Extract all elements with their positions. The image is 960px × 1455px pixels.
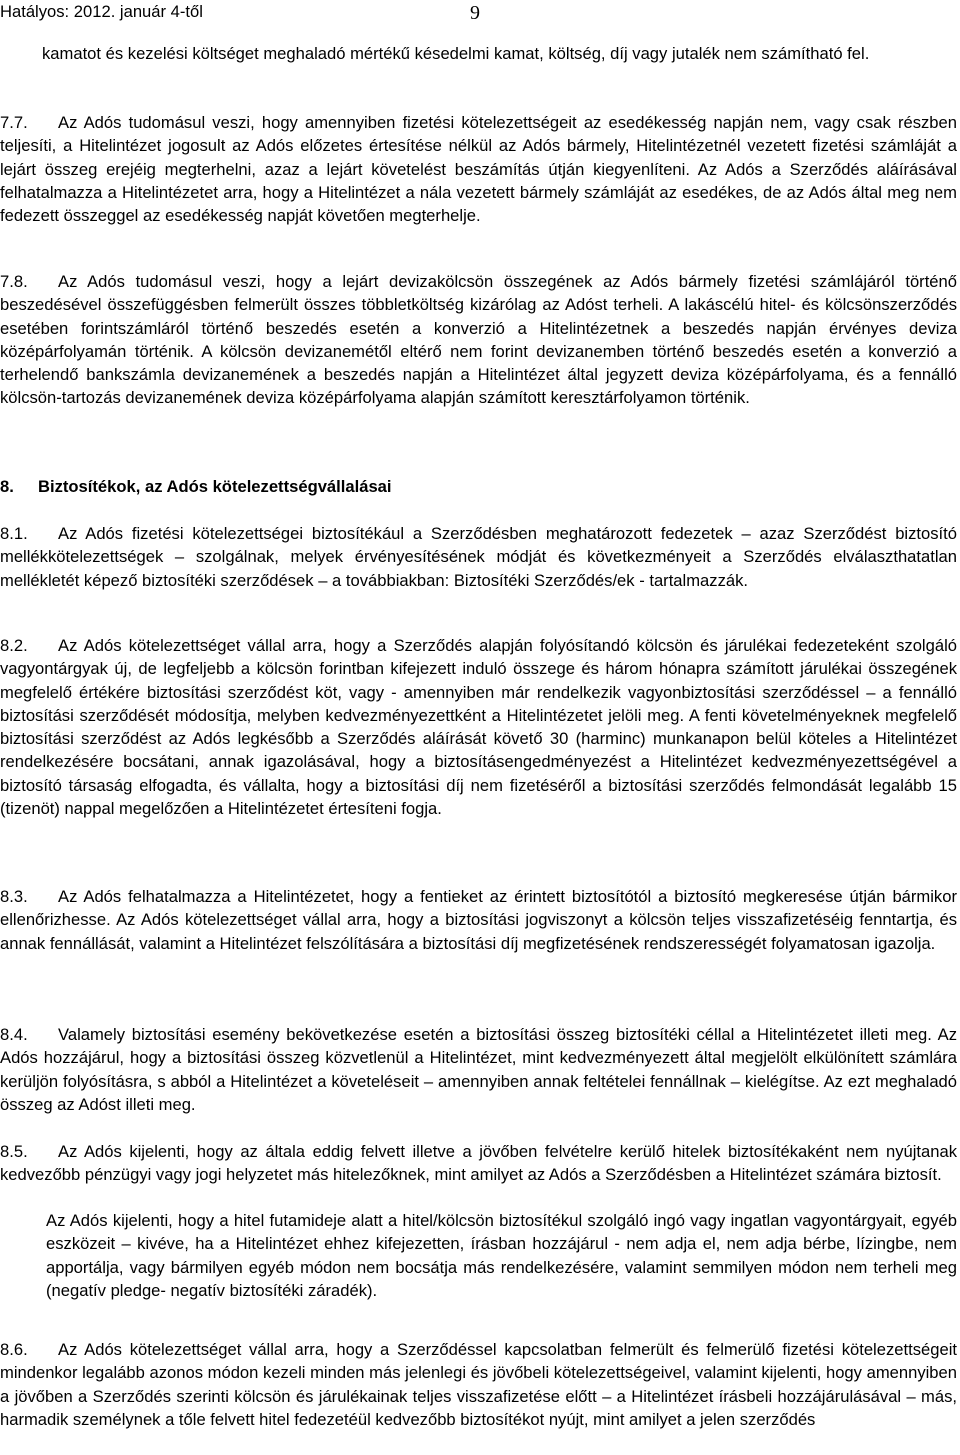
paragraph-text: Az Adós kötelezettséget vállal arra, hogy a Szerződés alapján folyósítandó kölcsön és járulékai fedezeteként szolgáló vagyontárgyak új, de legfeljebb a kölcsön forintban kifejezett induló összege és három hónapra számított járulékai összegének megfelelő értékére biztosítási szerződést köt, vagy - amennyiben már rendelkezik vagyonbiztosítási szerződéssel – a fennálló biztosítási szerződését módosítja, melyben kedvezményezettként a Hitelintézetet jelöli meg. A fenti követelményeknek megfelelő biztosítási szerződést az Adós legkésőbb a Szerződés aláírását követő 30 (harminc) munkanapon belül köteles a Hitelintézet rendelkezésére bocsátani, annak igazolásával, hogy a biztosításengedményezést a Hitelintézet kedvezményezettségével a biztosító társaság elfogadta, és vállalta, hogy a biztosítási díj nem fizetéséről a biztosítási szerződés felmondását legalább 15 (tizenöt) nappal megelőzően a Hitelintézetet értesíteni fogja. — [0, 636, 957, 819]
paragraph-8-1 — [0, 522, 957, 592]
paragraph-number: 8.1. — [0, 524, 28, 543]
paragraph-text: Az Adós tudomásul veszi, hogy a lejárt devizakölcsön összegének az Adós bármely fizetési számlájáról történő beszedésével összefüggésben felmerült összes többletköltség kizárólag az Adóst terheli. A lakáscélú hitel- és kölcsönszerződés esetében forintszámláról történő beszedés esetén a konverzió a Hitelintézetnek a beszedés napján érvényes deviza középárfolyamán történik. A kölcsön devizanemétől eltérő nem forint devizanemben történő beszedés esetén a konverzió a terhelendő bankszámla devizanemének a beszedés napján a Hitelintézet által jegyzett deviza középárfolyama, és a fennálló kölcsön-tartozás devizanemének deviza középárfolyama alapján számított keresztárfolyamon történik. — [0, 272, 957, 408]
paragraph-text: Az Adós felhatalmazza a Hitelintézetet, hogy a fentieket az érintett biztosítótól a biztosító megkeresése útján bármikor ellenőrizhesse. Az Adós kötelezettséget vállal arra, hogy a biztosítási jogviszonyt a kölcsön teljes visszafizetéséig fenntartja, és annak fennállását, valamint a Hitelintézet felszólítására a biztosítási díj megfizetésének rendszerességét folyamatosan igazolja. — [0, 887, 957, 953]
paragraph-number: 8.6. — [0, 1340, 28, 1359]
page-number: 9 — [470, 2, 480, 24]
paragraph-7-7 — [0, 111, 957, 227]
paragraph-8-2 — [0, 634, 957, 820]
paragraph-number: 8.3. — [0, 887, 28, 906]
paragraph-7-6-continuation — [42, 42, 957, 65]
paragraph-8-5-continuation — [46, 1209, 957, 1302]
paragraph-number: 7.8. — [0, 272, 28, 291]
paragraph-text: Az Adós fizetési kötelezettségei biztosítékául a Szerződésben meghatározott fedezetek – azaz Szerződést biztosító mellékkötelezettségek – szolgálnak, melyek érvényesítésének módját és következményeit a Szerződés elválaszthatatlan mellékletét képező biztosítéki szerződések – a továbbiakban: Biztosítéki Szerződés/ek - tartalmazzák. — [0, 524, 957, 590]
paragraph-8-4 — [0, 1023, 957, 1116]
paragraph-8-3 — [0, 885, 957, 955]
paragraph-text: Az Adós kijelenti, hogy az általa eddig felvett illetve a jövőben felvételre kerülő hitelek biztosítékaként nem nyújtanak kedvezőbb pénzügyi vagy jogi helyzetet más hitelezőknek, mint amilyet az Adós a Szerződésben a Hitelintézet számára biztosít. — [0, 1142, 957, 1185]
paragraph-text: Az Adós kijelenti, hogy a hitel futamideje alatt a hitel/kölcsön biztosítékul szolgáló ingó vagy ingatlan vagyontárgyait, egyéb eszközeit – kivéve, ha a Hitelintézet ehhez kifejezetten, írásban hozzájárul - nem adja el, nem adja bérbe, lízingbe, nem apportálja, vagy bármilyen egyéb módon nem bocsátja más rendelkezésére, valamint semmilyen módon nem terheli meg (negatív pledge- negatív biztosítéki záradék). — [46, 1211, 957, 1300]
paragraph-8-5 — [0, 1140, 957, 1187]
paragraph-number: 8.4. — [0, 1025, 28, 1044]
paragraph-7-8 — [0, 270, 957, 410]
paragraph-text: Valamely biztosítási esemény bekövetkezése esetén a biztosítási összeg biztosítéki céllal a Hitelintézetet illeti meg. Az Adós hozzájárul, hogy a biztosítási összeg közvetlenül a Hitelintézet, mint kedvezményezett által megjelölt elkülönített számlára kerüljön folyósításra, s abból a Hitelintézet a követeléseit – amennyiben annak feltételei fennállnak – kielégítse. Az ezt meghaladó összeg az Adóst illeti meg. — [0, 1025, 957, 1114]
paragraph-text: kamatot és kezelési költséget meghaladó mértékű késedelmi kamat, költség, díj vagy jutalék nem számítható fel. — [42, 44, 870, 63]
paragraph-number: 8.5. — [0, 1142, 28, 1161]
paragraph-text: Az Adós kötelezettséget vállal arra, hogy a Szerződéssel kapcsolatban felmerült és felmerülő fizetési kötelezettségeit mindenkor legalább azonos módon kezeli minden más jelenlegi és jövőbeli kötelezettségeivel, valamint kijelenti, hogy amennyiben a jövőben a Szerződés szerinti kölcsön és járulékainak teljes visszafizetése előtt – a Hitelintézet írásbeli hozzájárulásával – más, harmadik személynek a tőle felvett hitel fedezetéül kedvezőbb biztosítékot nyújt, mint amilyet a jelen szerződés — [0, 1340, 957, 1429]
paragraph-text: Az Adós tudomásul veszi, hogy amennyiben fizetési kötelezettségeit az esedékesség napján nem, vagy csak részben teljesíti, a Hitelintézet jogosult az Adós előzetes értesítése nélkül az Adós bármely, Hitelintézetnél vezetett fizetési számláját a lejárt összeg erejéig megterhelni, azaz a lejárt követelést beszámítás útján kiegyenlíteni. Az Adós a Szerződés aláírásával felhatalmazza a Hitelintézetet arra, hogy a Hitelintézet a nála vezetett bármely számláját az esedékes, de az Adós által meg nem fedezett összeggel az esedékesség napját követően megterhelje. — [0, 113, 957, 226]
paragraph-number: 8.2. — [0, 636, 28, 655]
section-number: 8. — [0, 477, 14, 496]
paragraph-8-6 — [0, 1338, 957, 1431]
paragraph-number: 7.7. — [0, 113, 28, 132]
effective-date: Hatályos: 2012. január 4-től — [0, 2, 203, 21]
section-title: Biztosítékok, az Adós kötelezettségvállalásai — [38, 477, 392, 496]
section-8-heading — [0, 475, 957, 498]
